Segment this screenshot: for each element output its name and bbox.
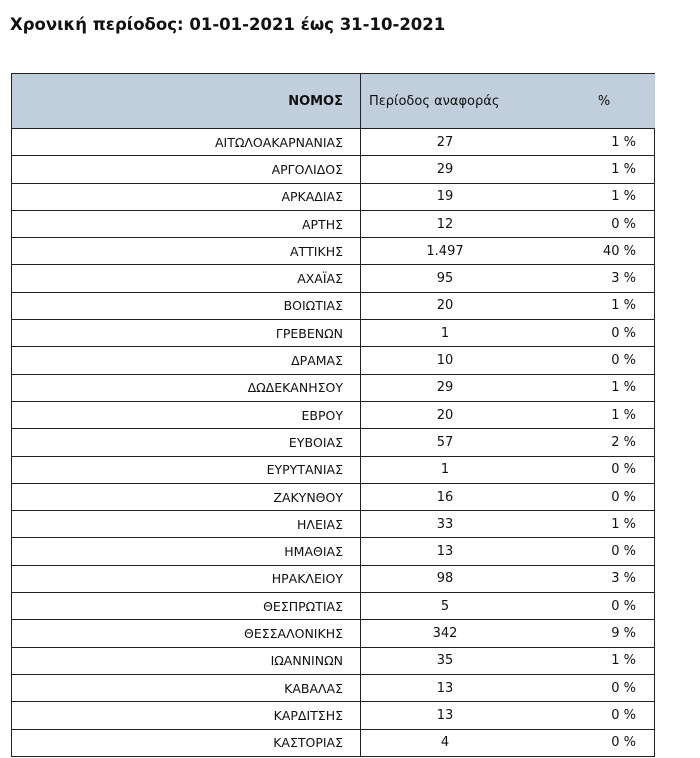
prefecture-name: ΘΕΣΠΡΩΤΙΑΣ (12, 593, 361, 620)
values-cell (361, 265, 655, 292)
values-cell (361, 347, 655, 374)
percent-value: 1 % (611, 407, 636, 423)
table-row (12, 483, 655, 510)
prefecture-table-container (11, 73, 654, 757)
period-value: 10 (436, 353, 454, 369)
values-cell (361, 129, 655, 156)
table-body (12, 129, 655, 757)
percent-value: 1 % (611, 134, 636, 150)
values-cell (361, 647, 655, 674)
percent-value: 0 % (611, 735, 636, 751)
table-row (12, 183, 655, 210)
prefecture-name: ΔΡΑΜΑΣ (12, 347, 361, 374)
percent-value: 0 % (611, 325, 636, 341)
percent-value: 0 % (611, 544, 636, 560)
period-title: Χρονική περίοδος: 01-01-2021 έως 31-10-2021 (10, 15, 446, 34)
prefecture-name: ΘΕΣΣΑΛΟΝΙΚΗΣ (12, 620, 361, 647)
table-row (12, 238, 655, 265)
prefecture-name: ΚΑΡΔΙΤΣΗΣ (12, 702, 361, 729)
period-value: 57 (436, 434, 454, 450)
values-cell (361, 483, 655, 510)
prefecture-name: ΕΥΒΟΙΑΣ (12, 429, 361, 456)
values-cell (361, 210, 655, 237)
values-cell (361, 674, 655, 701)
values-cell (361, 538, 655, 565)
percent-value: 0 % (611, 216, 636, 232)
prefecture-name: ΖΑΚΥΝΘΟΥ (12, 483, 361, 510)
period-value: 4 (440, 735, 450, 751)
table-row (12, 565, 655, 592)
percent-value: 3 % (611, 271, 636, 287)
percent-value: 0 % (611, 353, 636, 369)
values-cell (361, 183, 655, 210)
period-value: 98 (436, 571, 454, 587)
prefecture-name: ΚΑΣΤΟΡΙΑΣ (12, 729, 361, 756)
values-cell (361, 320, 655, 347)
values-cell (361, 702, 655, 729)
percent-value: 1 % (611, 516, 636, 532)
header-percent: % (597, 93, 611, 109)
table-row (12, 265, 655, 292)
values-cell (361, 374, 655, 401)
values-cell (361, 593, 655, 620)
prefecture-name: ΗΛΕΙΑΣ (12, 511, 361, 538)
values-cell (361, 620, 655, 647)
prefecture-name: ΑΡΚΑΔΙΑΣ (12, 183, 361, 210)
percent-value: 1 % (611, 189, 636, 205)
percent-value: 1 % (611, 380, 636, 396)
prefecture-name: ΑΡΓΟΛΙΔΟΣ (12, 156, 361, 183)
prefecture-name: ΕΒΡΟΥ (12, 401, 361, 428)
period-value: 29 (436, 161, 454, 177)
period-value: 13 (436, 680, 454, 696)
period-value: 20 (436, 298, 454, 314)
period-value: 342 (432, 625, 458, 641)
percent-value: 0 % (611, 680, 636, 696)
table-row (12, 702, 655, 729)
prefecture-name: ΕΥΡΥΤΑΝΙΑΣ (12, 456, 361, 483)
percent-value: 0 % (611, 462, 636, 478)
values-cell (361, 511, 655, 538)
values-cell (361, 292, 655, 319)
table-row (12, 429, 655, 456)
prefecture-name: ΑΙΤΩΛΟΑΚΑΡΝΑΝΙΑΣ (12, 129, 361, 156)
period-value: 1 (440, 325, 450, 341)
prefecture-name: ΗΡΑΚΛΕΙΟΥ (12, 565, 361, 592)
table-row (12, 292, 655, 319)
values-cell (361, 401, 655, 428)
period-value: 5 (440, 598, 450, 614)
period-value: 95 (436, 271, 454, 287)
table-row (12, 129, 655, 156)
table-row (12, 374, 655, 401)
table-row (12, 456, 655, 483)
prefecture-name: ΒΟΙΩΤΙΑΣ (12, 292, 361, 319)
table-row (12, 210, 655, 237)
percent-value: 1 % (611, 298, 636, 314)
percent-value: 3 % (611, 571, 636, 587)
table-row (12, 538, 655, 565)
period-value: 13 (436, 544, 454, 560)
percent-value: 40 % (602, 243, 636, 259)
period-value: 13 (436, 707, 454, 723)
period-value: 19 (436, 189, 454, 205)
percent-value: 0 % (611, 489, 636, 505)
period-value: 27 (436, 134, 454, 150)
table-row (12, 620, 655, 647)
percent-value: 1 % (611, 161, 636, 177)
prefecture-table (11, 73, 655, 757)
table-row (12, 729, 655, 756)
prefecture-name: ΔΩΔΕΚΑΝΗΣΟΥ (12, 374, 361, 401)
percent-value: 2 % (611, 434, 636, 450)
values-cell (361, 238, 655, 265)
prefecture-name: ΙΩΑΝΝΙΝΩΝ (12, 647, 361, 674)
table-row (12, 401, 655, 428)
prefecture-name: ΚΑΒΑΛΑΣ (12, 674, 361, 701)
values-cell (361, 156, 655, 183)
percent-value: 0 % (611, 598, 636, 614)
table-row (12, 593, 655, 620)
period-value: 16 (436, 489, 454, 505)
header-period-cell (361, 74, 655, 129)
table-header-row (12, 74, 655, 129)
period-value: 1.497 (426, 243, 464, 259)
period-value: 12 (436, 216, 454, 232)
table-row (12, 320, 655, 347)
values-cell (361, 429, 655, 456)
prefecture-name: ΓΡΕΒΕΝΩΝ (12, 320, 361, 347)
values-cell (361, 565, 655, 592)
table-row (12, 511, 655, 538)
prefecture-name: ΑΡΤΗΣ (12, 210, 361, 237)
header-period: Περίοδος αναφοράς (369, 93, 500, 109)
values-cell (361, 729, 655, 756)
header-nomos: ΝΟΜΟΣ (12, 74, 361, 129)
period-value: 33 (436, 516, 454, 532)
period-value: 29 (436, 380, 454, 396)
table-row (12, 156, 655, 183)
percent-value: 1 % (611, 653, 636, 669)
prefecture-name: ΑΧΑΪΑΣ (12, 265, 361, 292)
table-row (12, 347, 655, 374)
period-value: 20 (436, 407, 454, 423)
percent-value: 9 % (611, 625, 636, 641)
period-value: 35 (436, 653, 454, 669)
table-row (12, 674, 655, 701)
period-value: 1 (440, 462, 450, 478)
prefecture-name: ΑΤΤΙΚΗΣ (12, 238, 361, 265)
table-row (12, 647, 655, 674)
percent-value: 0 % (611, 707, 636, 723)
prefecture-name: ΗΜΑΘΙΑΣ (12, 538, 361, 565)
values-cell (361, 456, 655, 483)
